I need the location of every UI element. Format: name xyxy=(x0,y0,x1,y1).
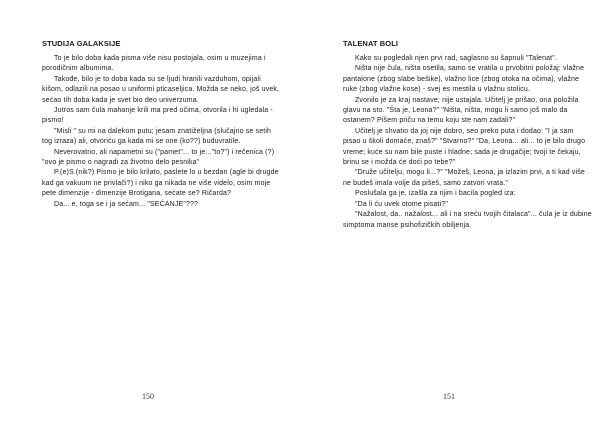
paragraph: P.(e)S.(nik?) Pismo je bilo krilato, paslete lo u bezdan (agle bi drugde kad ga vakuum ne privlači?) i niko ga nikada ne više videlo, osim moje pete dimenzije - dimenzije Brotigana, sećate se? Ričarda? xyxy=(42,169,279,198)
paragraph: Neverovatno, ali napametni su ("pamet"... to je..."to?") i rečenica (?) "ovo je pismo o nagradi za životno delo pesnika" xyxy=(42,148,275,167)
story-body xyxy=(343,54,593,231)
paragraph: "Nažalost, da.. nažalost... ali i na sreću tvojih čitalaca"... čula je iz dubine simptoma manse psihofizičkih obiljenja. xyxy=(343,211,592,229)
page-number: 151 xyxy=(443,392,455,401)
paragraph: Jutros sam čula mahanje krili ma pred očima, otvorila i hi ugledala - pismo! xyxy=(42,107,273,125)
paragraph: To je bilo doba kada pisma više nisu postojala, osim u muzejima i porodičnim albumima. xyxy=(42,55,266,73)
paragraph: "Misli " su mi na dalekom putu; jesam znatiželjna (slučajno se setih tog izraza) ali, otvoriću ga kada mi se one (ko??) buduvratile. xyxy=(42,127,272,146)
paragraph: Zvonilo je za kraj nastave; nije ustajala. Učitelj je prišao, ona položila glavu na sto. "Šta je, Leona?" "Ništa, ništa, mogu li samo još malo da ostanem? Pišem priču na temu koju ste nam zadali?" xyxy=(343,96,579,125)
story-body xyxy=(42,54,282,210)
paragraph: "Da li ću uvek otome pisati?" xyxy=(355,200,448,208)
paragraph: Da... e, toga se i ja sećam... "SEĆANJE"??? xyxy=(54,200,199,208)
paragraph: Ništa nije čula, ništa osetila, samo se vratila u prvobitni položaj: vlažne pantalone (zbog slabe bešike), vlažno lice (zbog otoka na očima), vlažne ruke (zbog vlažne kose) - svej es mestila u vlažnu stolicu. xyxy=(343,65,585,94)
paragraph: Takođe, bilo je to doba kada su se ljudi hranili vazduhom, opijali kišom, odlazili na posao u uniformi pticaseljica. Možda se neko, još uvek, sećao tih doba kada je svet bio deo univerzuma. xyxy=(42,75,280,104)
left-page xyxy=(42,0,310,428)
right-page xyxy=(343,0,600,428)
paragraph: Učitelj je shvatio da joj nije dobro, seo preko puta i dodao: "I ja sam pisao u školi domaće, znaš?" "Stvarno?" "Da, Leona... ali... to je bilo drugo vreme; kuće su nam bile puste i hladne; sada je drugačije; tvoji te čekaju, brinu se i možda će doći po tebe?" xyxy=(343,127,586,167)
story-title: STUDIJA GALAKSIJE xyxy=(42,39,121,48)
page-number: 150 xyxy=(142,392,154,401)
story-title: TALENAT BOLI xyxy=(343,39,399,48)
paragraph: Kako su pogledali njen prvi rad, saglasno su šapnuli "Talenat". xyxy=(355,55,557,62)
paragraph: "Druže učitelju, mogu li...?" "Možeš, Leona, ja izlazim prvi, a ti kad više ne budeš imala volje da pišeš, samo zatvori vrata." xyxy=(343,169,585,187)
paragraph: Poslušala ga je, izašla za njim i bacila pogled iza: xyxy=(355,190,516,198)
